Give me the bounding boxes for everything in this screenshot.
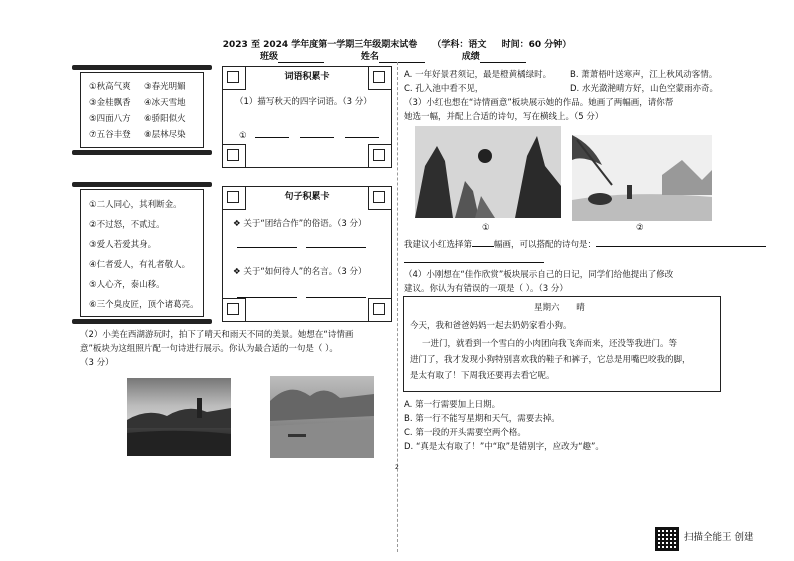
vocab-card-title: 词语积累卡 xyxy=(284,72,330,82)
option-c: C. 孔入池中看不见， xyxy=(404,84,484,94)
column-divider xyxy=(397,62,398,552)
answer-blank[interactable] xyxy=(306,247,366,248)
idiom-item: ⑤四面八方 xyxy=(89,114,131,124)
west-lake-rainy-photo xyxy=(270,376,374,458)
option-b: B. 萧萧梧叶送寒声，江上秋风动客情。 xyxy=(570,70,718,80)
answer-blank[interactable] xyxy=(300,137,334,138)
scanner-watermark: 扫描全能王 创建 xyxy=(684,532,754,543)
diary-para-2a: 一进门，就看到一个雪白的小肉团向我飞奔而来，还没等我进门。等 xyxy=(422,339,678,349)
proverb-scroll xyxy=(80,189,204,317)
qr-code-icon xyxy=(655,527,679,551)
idiom-item: ③金桂飘香 xyxy=(89,98,131,108)
answer-blank[interactable] xyxy=(345,137,379,138)
answer-blank[interactable] xyxy=(237,297,297,298)
diary-heading xyxy=(534,303,585,314)
idiom-item: ①秋高气爽 xyxy=(89,82,131,92)
proverb-item: ⑥三个臭皮匠，顶个诸葛亮。 xyxy=(89,300,199,310)
q4-line1: （4）小刚想在“佳作欣赏”板块展示自己的日记，同学们给他提出了修改 xyxy=(404,270,674,280)
class-label: 班级 xyxy=(260,52,279,62)
score-field[interactable] xyxy=(480,53,526,63)
score-label: 成绩 xyxy=(461,52,480,62)
answer-blank[interactable] xyxy=(255,137,289,138)
corner-ornament xyxy=(368,144,392,168)
exam-time: 时间：60 分钟） xyxy=(501,40,572,50)
painting-1-mountains-moon xyxy=(415,126,561,218)
painting-choice-blank[interactable] xyxy=(472,246,494,247)
answer-number: ① xyxy=(239,131,247,141)
class-field[interactable] xyxy=(278,53,324,63)
answer-blank[interactable] xyxy=(237,247,297,248)
sentence-card xyxy=(222,186,392,322)
q2-line2: 意”板块为这组照片配一句诗进行展示。你认为最合适的一句是（ ）。 xyxy=(80,344,338,354)
diary-date: 星期六 xyxy=(534,303,560,313)
corner-ornament xyxy=(222,144,246,168)
painting-2-label: ② xyxy=(636,223,644,233)
idiom-list xyxy=(89,79,199,143)
suggest-text-1: 我建议小红选择第 xyxy=(404,240,473,250)
page-number: 2 xyxy=(395,464,399,471)
vocab-question: （1）描写秋天的四字词语。（3 分） xyxy=(235,97,372,107)
diary-para-1: 今天，我和爸爸妈妈一起去奶奶家看小狗。 xyxy=(410,321,572,331)
poem-line-blank[interactable] xyxy=(404,262,544,263)
proverb-item: ①二人同心，其利断金。 xyxy=(89,200,182,210)
name-field[interactable] xyxy=(379,53,425,63)
scroll-rod-top xyxy=(72,65,212,70)
answer-blank[interactable] xyxy=(306,297,366,298)
q3-answer-row xyxy=(404,240,766,251)
diary-para-2b: 进门了，我才发现小狗特别喜欢我的鞋子和裤子，它总是用嘴巴咬我的脚， xyxy=(410,355,691,365)
idiom-item: ③春光明媚 xyxy=(144,82,186,92)
idiom-item: ⑦五谷丰登 xyxy=(89,130,131,140)
proverb-question: ❖ 关于“团结合作”的俗语。（3 分） xyxy=(233,219,367,229)
proverb-item: ⑤人心齐，泰山移。 xyxy=(89,280,165,290)
exam-title-text: 2023 至 2024 学年度第一学期三年级期末试卷 xyxy=(222,40,418,50)
proverb-item: ③爱人若爱其身。 xyxy=(89,240,157,250)
exam-subject: （学科：语文 xyxy=(432,40,487,50)
west-lake-sunny-photo xyxy=(127,378,231,456)
idiom-item: ⑧层林尽染 xyxy=(144,130,186,140)
q4-line2: 建议。你认为有错误的一项是（ ）。（3 分） xyxy=(404,284,568,294)
proverb-list xyxy=(89,195,199,315)
idiom-item: ⑥骄阳似火 xyxy=(144,114,186,124)
proverb-answer xyxy=(237,241,366,252)
idiom-item: ④冰天雪地 xyxy=(144,98,186,108)
sentence-card-title: 句子积累卡 xyxy=(284,192,330,202)
scroll-rod-top xyxy=(72,182,212,187)
diary-option-a: A. 第一行需要加上日期。 xyxy=(404,400,501,410)
q3-line2: 她选一幅，并配上合适的诗句，写在横线上。（5 分） xyxy=(404,112,604,122)
quote-answer xyxy=(237,291,366,302)
name-label: 姓名 xyxy=(360,52,379,62)
vocab-answer-row xyxy=(239,131,379,142)
q3-extra-row xyxy=(404,256,544,267)
proverb-item: ④仁者爱人，有礼者敬人。 xyxy=(89,260,191,270)
student-info xyxy=(260,52,560,63)
exam-title xyxy=(0,40,794,51)
proverb-item: ②不过怒，不贰过。 xyxy=(89,220,165,230)
suggest-text-2: 幅画，可以搭配的诗句是： xyxy=(494,240,597,250)
option-a: A. 一年好景君须记，最是橙黄橘绿时。 xyxy=(404,70,552,80)
scroll-rod-bottom xyxy=(72,150,212,155)
q2-line3: （3 分） xyxy=(80,358,114,368)
diary-option-d: D. “真是太有取了！”中“取”是错别字，应改为“趣”。 xyxy=(404,442,604,452)
diary-option-c: C. 第一段的开头需要空两个格。 xyxy=(404,428,526,438)
quote-question: ❖ 关于“如何待人”的名言。（3 分） xyxy=(233,267,367,277)
diary-option-b: B. 第一行不能写星期和天气，需要去掉。 xyxy=(404,414,560,424)
poem-line-blank[interactable] xyxy=(596,246,766,247)
vocab-card xyxy=(222,66,392,168)
scroll-rod-bottom xyxy=(72,319,212,324)
idiom-scroll xyxy=(80,72,204,148)
painting-2-herdboy xyxy=(572,135,712,221)
diary-para-2c: 是太有取了！下周我还要再去看它呢。 xyxy=(410,371,555,381)
diary-weather: 晴 xyxy=(576,303,585,313)
q3-line1: （3）小红也想在“诗情画意”板块展示她的作品。她画了两幅画，请你帮 xyxy=(404,98,674,108)
option-d: D. 水光潋滟晴方好，山色空蒙雨亦奇。 xyxy=(570,84,718,94)
painting-1-label: ① xyxy=(482,223,490,233)
q2-line1: （2）小美在西湖游玩时，拍下了晴天和雨天不同的美景。她想在“诗情画 xyxy=(80,330,354,340)
corner-ornament xyxy=(368,298,392,322)
diary-box xyxy=(403,296,721,392)
